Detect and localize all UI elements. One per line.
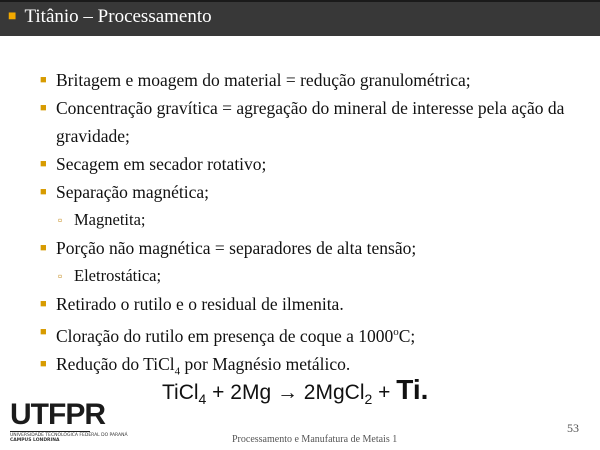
logo-university: UNIVERSIDADE TECNOLÓGICA FEDERAL DO PARANÁ (10, 433, 128, 438)
bullet-item (40, 234, 580, 262)
bullet-text: Cloração do rutilo em presença de coque a 1000 (56, 325, 394, 346)
equation-part: + 2Mg → 2MgCl (206, 381, 365, 404)
equation-subscript: 4 (198, 391, 207, 407)
equation-part: TiCl (162, 381, 199, 404)
square-bullet-icon: ■ (40, 74, 47, 86)
sub-bullet-item (40, 262, 580, 290)
logo-text: UTFPR (10, 398, 105, 431)
bullet-text: Secagem em secador rotativo; (56, 154, 267, 174)
bullet-text: Redução do TiCl (56, 353, 175, 374)
page-number: 53 (567, 421, 579, 435)
subscript: 4 (174, 365, 181, 378)
logo-campus: CAMPUS LONDRINA (10, 438, 60, 443)
logo-wordmark (10, 400, 105, 430)
bullet-text: Retirado o rutilo e o residual de ilmenita. (56, 294, 344, 314)
logo-subtitle (10, 433, 128, 443)
logo-divider (10, 431, 90, 432)
slide-title (8, 6, 212, 28)
superscript: o (393, 326, 399, 338)
square-bullet-icon: ■ (40, 102, 47, 114)
bullet-item (40, 318, 580, 350)
chemical-equation (162, 374, 428, 407)
bullet-list (40, 66, 580, 385)
equation-product: Ti. (396, 374, 429, 405)
title-bar-accent (0, 0, 600, 2)
bullet-text: C; (398, 325, 416, 346)
bullet-item (40, 178, 580, 206)
sub-bullet-item (40, 206, 580, 234)
square-bullet-icon: ■ (40, 326, 47, 338)
bullet-item (40, 290, 580, 318)
bullet-text: Separação magnética; (56, 182, 210, 202)
hollow-square-bullet-icon: ▫ (58, 269, 63, 283)
square-bullet-icon: ■ (40, 186, 47, 198)
title-bullet-icon: ■ (8, 9, 17, 24)
bullet-text: Britagem e moagem do material = redução granulométrica; (56, 70, 471, 90)
utfpr-logo (10, 398, 128, 443)
equation-part: + (372, 381, 397, 404)
bullet-text: por Magnésio metálico. (180, 353, 351, 374)
slide-title-text: Titânio – Processamento (24, 6, 212, 27)
bullet-item (40, 66, 580, 94)
title-bar (0, 0, 600, 36)
square-bullet-icon: ■ (40, 158, 47, 170)
square-bullet-icon: ■ (40, 242, 47, 254)
footer-text: Processamento e Manufatura de Metais 1 (232, 434, 398, 445)
bullet-text: Eletrostática; (74, 266, 162, 285)
bullet-text: Porção não magnética = separadores de alta tensão; (56, 238, 417, 258)
bullet-text: Magnetita; (74, 210, 146, 229)
square-bullet-icon: ■ (40, 357, 47, 370)
equation-subscript: 2 (364, 391, 373, 407)
bullet-item (40, 94, 580, 150)
hollow-square-bullet-icon: ▫ (58, 213, 63, 227)
bullet-text: Concentração gravítica = agregação do mineral de interesse pela ação da gravidade; (56, 98, 565, 146)
bullet-item (40, 150, 580, 178)
square-bullet-icon: ■ (40, 298, 47, 310)
